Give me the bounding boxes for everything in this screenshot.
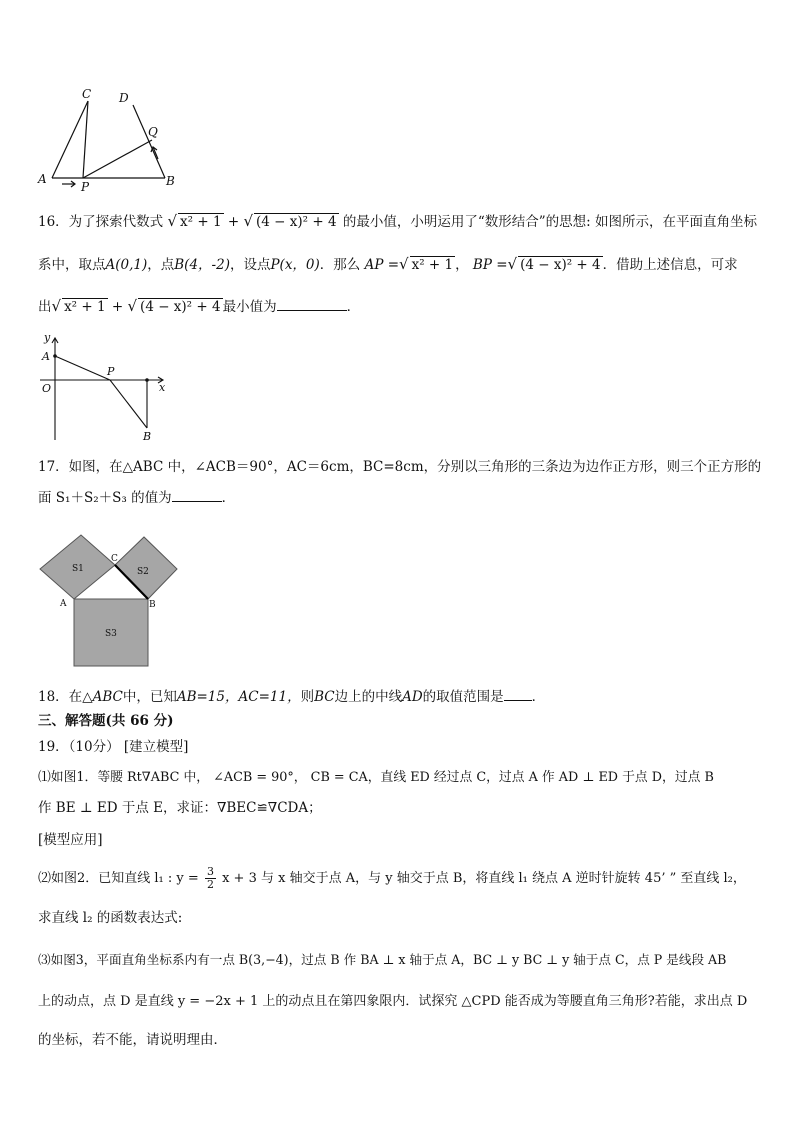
label-p: P: [107, 365, 115, 378]
q19-p3-line-3: 的坐标，若不能，请说明理由．: [38, 1032, 227, 1048]
q16-line-3: 出√ x² + 1 + √ (4 − x)² + 4 最小值为 ．: [38, 297, 361, 315]
label-b: B: [149, 600, 156, 610]
label-a: A: [60, 599, 67, 609]
q19-p1-line-2: 作 BE ⊥ ED 于点 E，求证：∇BEC≌∇CDA；: [38, 800, 322, 816]
q19-p1-line-1: ⑴如图1．等腰 Rt∇ABC 中， ∠ACB = 90°， CB = CA，直线 ED 经过点 C，过点 A 作 AD ⊥ ED 于点 D，过点 B: [38, 770, 714, 785]
q17-line-2: 面 S₁＋S₂＋S₃ 的值为 ．: [38, 487, 235, 508]
label-s1: S1: [72, 564, 84, 574]
label-s3: S3: [105, 629, 117, 639]
q17-line-1: 17．如图，在△ABC 中，∠ACB＝90°，AC＝6cm，BC=8cm，分别以三角形的三条边为边作正方形，则三个正方形的: [38, 459, 762, 475]
q16-line-1: 16．为了探索代数式 √ x² + 1 + √ (4 − x)² + 4 的最小值，小明运用了“数形结合”的思想: 如图所示，在平面直角坐标: [38, 212, 758, 230]
label-b: B: [166, 174, 175, 188]
segment-ap: [55, 356, 110, 380]
segment-ac: [52, 101, 88, 178]
q19-p2-line-2: 求直线 l₂ 的函数表达式:: [38, 910, 183, 926]
label-s2: S2: [137, 567, 149, 577]
figure-16: [35, 330, 175, 445]
point-a: [53, 354, 57, 358]
q16-line-2: 系中，取点A(0,1)，点B(4，-2)，设点P(x，0)．那么 AP =√ x² + 1 ， BP =√ (4 − x)² + 4 ．借助上述信息，可求: [38, 255, 738, 273]
radical-1: x² + 1: [180, 214, 222, 230]
answer-blank-16[interactable]: [277, 296, 347, 311]
q18-line: 18．在△ABC中，已知AB=15，AC=11，则BC边上的中线AD的取值范围是 ．: [38, 686, 545, 707]
label-p: P: [81, 180, 90, 194]
label-b: B: [143, 430, 152, 443]
answer-blank-17[interactable]: [172, 487, 222, 502]
answer-blank-18[interactable]: [504, 686, 532, 701]
figure-17: [35, 530, 185, 670]
segment-pb: [110, 380, 147, 428]
label-x: x: [159, 381, 166, 394]
label-c: C: [82, 87, 92, 101]
q19-p2-line-1: ⑵如图2．已知直线 l₁ : y = $\frac{3}{2}$ x + 3 与 x 轴交于点 A，与 y 轴交于点 B，将直线 l₁ 绕点 A 逆时针旋转 45’ ” 至直线 l₂，: [38, 865, 746, 891]
label-a: A: [42, 350, 50, 363]
q19-p3-line-2: 上的动点，点 D 是直线 y = −2x + 1 上的动点且在第四象限内．试探究 △CPD 能否成为等腰直角三角形?若能，求出点 D: [38, 994, 748, 1009]
q19-p3-line-1: ⑶如图3，平面直角坐标系内有一点 B(3,−4)，过点 B 作 BA ⊥ x 轴于点 A，BC ⊥ y BC ⊥ y 轴于点 C，点 P 是线段 AB: [38, 952, 727, 967]
segment-cp: [83, 101, 88, 178]
figure-15: [30, 85, 190, 195]
point-foot: [145, 378, 149, 382]
q19-head: 19．（10分） [建立模型]: [38, 739, 189, 755]
segment-pq: [83, 140, 152, 178]
label-y: y: [44, 331, 51, 344]
label-q: Q: [148, 125, 158, 139]
radical-2: (4 − x)² + 4: [256, 214, 337, 230]
label-c: C: [111, 554, 118, 564]
label-a: A: [38, 172, 47, 186]
label-o: O: [42, 382, 52, 395]
label-d: D: [119, 91, 129, 105]
section-3-title: 三、解答题(共 66 分): [38, 713, 174, 729]
q19-model-app: [模型应用]: [38, 832, 103, 848]
